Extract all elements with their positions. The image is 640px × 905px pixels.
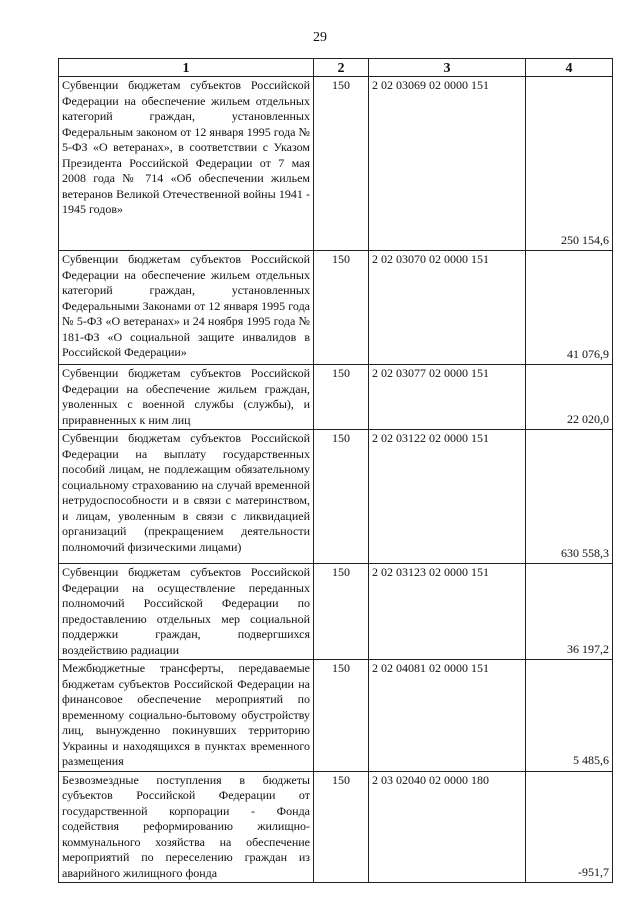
row-budget-code: 2 02 03070 02 0000 151 (369, 251, 526, 365)
table-header-row (59, 59, 613, 77)
row-budget-code: 2 02 03123 02 0000 151 (369, 564, 526, 660)
table-row (59, 365, 613, 430)
row-amount: 41 076,9 (526, 251, 613, 365)
page-number: 29 (313, 30, 327, 45)
table-row (59, 430, 613, 564)
row-description: Субвенции бюджетам субъектов Российской Федерации на обеспечение жильем отдельных категорий граждан, установленных Федеральными Законами от 12 января 1995 года № 5-ФЗ «О ветеранах» и 24 ноября 1995 года № 181-ФЗ «О социальной защите инвалидов в Российской Федерации» (59, 251, 314, 365)
row-column-2-code: 150 (314, 660, 369, 772)
row-description: Субвенции бюджетам субъектов Российской Федерации на выплату государственных пособий лицам, не подлежащим обязательному социальному страхованию на случай временной нетрудоспособности и в связи с материнством, и лицам, уволенным в связи с ликвидацией организаций (прекращением деятельности полномочий физическими лицами) (59, 430, 314, 564)
row-column-2-code: 150 (314, 771, 369, 883)
table-row (59, 77, 613, 251)
column-header-2: 2 (314, 59, 369, 77)
column-header-1: 1 (59, 59, 314, 77)
row-description: Субвенции бюджетам субъектов Российской Федерации на обеспечение жильем отдельных категорий граждан, установленных Федеральным законом от 12 января 1995 года № 5-ФЗ «О ветеранах», в соответствии с Указом Президента Российской Федерации от 7 мая 2008 года № 714 «Об обеспечении жильем ветеранов Великой Отечественной войны 1941 - 1945 годов» (59, 77, 314, 251)
budget-table (58, 58, 613, 883)
row-column-2-code: 150 (314, 430, 369, 564)
row-amount: 5 485,6 (526, 660, 613, 772)
row-description: Субвенции бюджетам субъектов Российской Федерации на осуществление переданных полномочий Российской Федерации по предоставлению отдельных мер социальной поддержки граждан, подвергшихся воздействию радиации (59, 564, 314, 660)
row-description: Межбюджетные трансферты, передаваемые бюджетам субъектов Российской Федерации на финансовое обеспечение мероприятий по временному социально-бытовому обустройству лиц, вынужденно покинувших территорию Украины и находящихся в пунктах временного размещения (59, 660, 314, 772)
row-column-2-code: 150 (314, 365, 369, 430)
row-amount: 36 197,2 (526, 564, 613, 660)
table-row (59, 771, 613, 883)
column-header-4: 4 (526, 59, 613, 77)
table-row (59, 251, 613, 365)
row-budget-code: 2 02 03069 02 0000 151 (369, 77, 526, 251)
row-budget-code: 2 02 03122 02 0000 151 (369, 430, 526, 564)
row-column-2-code: 150 (314, 564, 369, 660)
row-amount: -951,7 (526, 771, 613, 883)
row-amount: 250 154,6 (526, 77, 613, 251)
row-description: Безвозмездные поступления в бюджеты субъектов Российской Федерации от государственной корпорации - Фонда содействия реформированию жилищно-коммунального хозяйства на обеспечение мероприятий по переселению граждан из аварийного жилищного фонда (59, 771, 314, 883)
column-header-3: 3 (369, 59, 526, 77)
table-row (59, 564, 613, 660)
row-budget-code: 2 02 04081 02 0000 151 (369, 660, 526, 772)
table-row (59, 660, 613, 772)
row-description: Субвенции бюджетам субъектов Российской Федерации на обеспечение жильем граждан, уволенных с военной службы (службы), и приравненных к ним лиц (59, 365, 314, 430)
row-amount: 630 558,3 (526, 430, 613, 564)
row-amount: 22 020,0 (526, 365, 613, 430)
row-budget-code: 2 02 03077 02 0000 151 (369, 365, 526, 430)
row-budget-code: 2 03 02040 02 0000 180 (369, 771, 526, 883)
row-column-2-code: 150 (314, 251, 369, 365)
row-column-2-code: 150 (314, 77, 369, 251)
